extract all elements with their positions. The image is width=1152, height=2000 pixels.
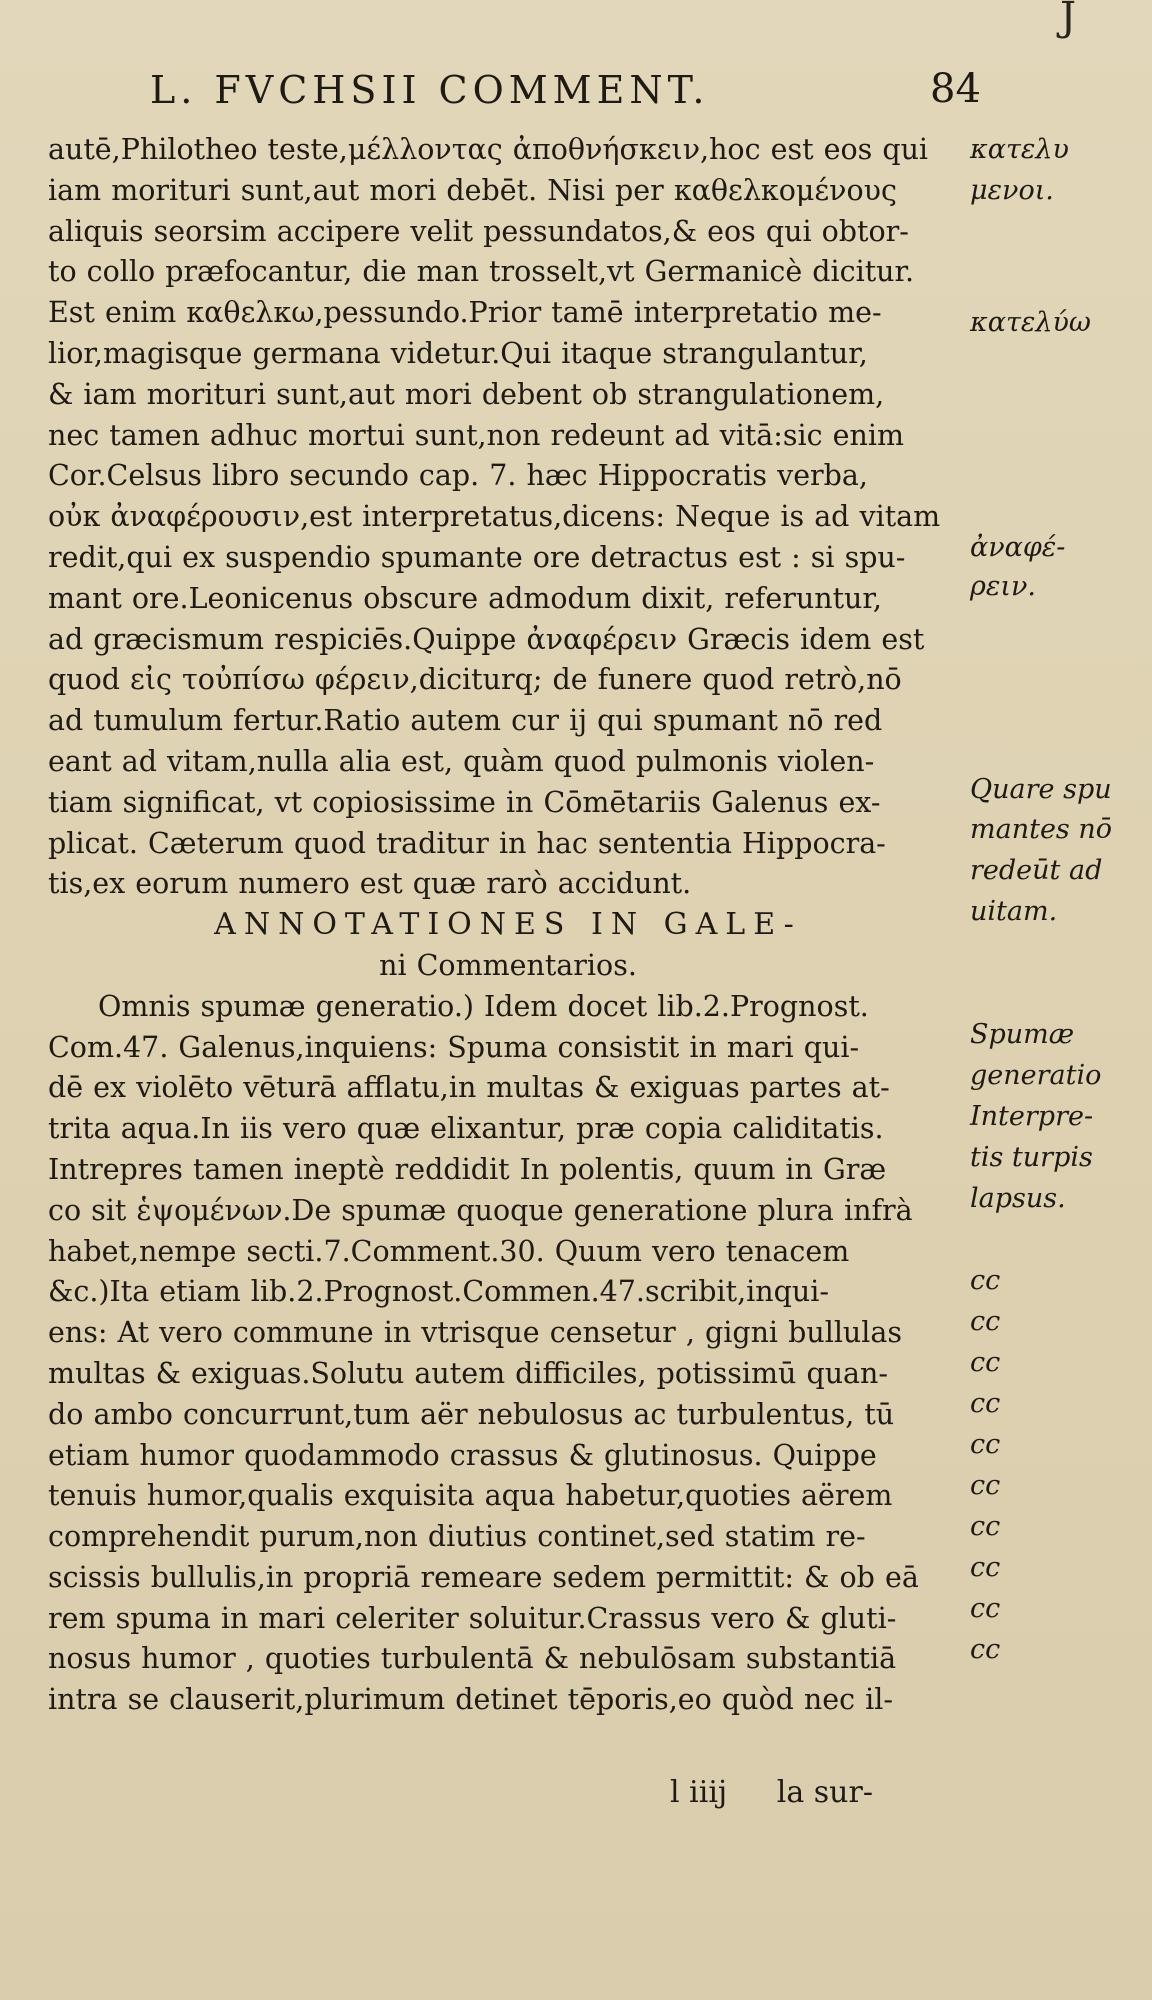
text-line: ad græcismum respiciēs.Quippe ἀναφέρειν Græcis idem est: [48, 622, 925, 656]
text-line: dē ex violēto vēturā afflatu,in multas & exiguas partes at-: [48, 1071, 890, 1105]
margin-note: μενοι.: [970, 175, 1054, 206]
signature-mark: l iiij: [670, 1775, 728, 1810]
text-line: nec tamen adhuc mortui sunt,non redeunt ad vitā:sic enim: [48, 418, 905, 452]
quote-mark: cc: [970, 1470, 1001, 1501]
quote-mark: cc: [970, 1593, 1001, 1624]
quote-mark: cc: [970, 1552, 1001, 1583]
text-line: nosus humor , quoties turbulentā & nebulōsam substantiā: [48, 1642, 897, 1676]
section-subtitle: ni Commentarios.: [379, 948, 637, 982]
text-line: Cor.Celsus libro secundo cap. 7. hæc Hippocratis verba,: [48, 459, 868, 493]
text-line: tis,ex eorum numero est quæ rarò accidunt.: [48, 867, 692, 901]
text-line: οὐκ ἀναφέρουσιν,est interpretatus,dicens: Neque is ad vitam: [48, 500, 941, 534]
text-line: intra se clauserit,plurimum detinet tēporis,eo quòd nec il-: [48, 1683, 894, 1717]
margin-note: redeūt ad: [970, 855, 1103, 886]
section-title: ANNOTATIONES IN GALE-: [214, 907, 802, 943]
quote-mark: cc: [970, 1429, 1001, 1460]
text-line: iam morituri sunt,aut mori debēt. Nisi per καθελκομένους: [48, 173, 897, 207]
folio-number: 84: [930, 66, 981, 112]
quote-mark: cc: [970, 1265, 1001, 1296]
text-line: etiam humor quodammodo crassus & glutinosus. Quippe: [48, 1438, 877, 1472]
text-line: do ambo concurrunt,tum aër nebulosus ac turbulentus, tū: [48, 1397, 895, 1431]
running-head: L. FVCHSII COMMENT.: [150, 68, 710, 112]
margin-note: tis turpis: [970, 1142, 1093, 1173]
text-line: tenuis humor,qualis exquisita aqua habetur,quoties aërem: [48, 1479, 893, 1513]
margin-note: ἀναφέ-: [970, 532, 1066, 563]
text-line: Com.47. Galenus,inquiens: Spuma consistit in mari qui-: [48, 1030, 860, 1064]
text-line: &c.)Ita etiam lib.2.Prognost.Commen.47.scribit,inqui-: [48, 1275, 829, 1309]
text-line: autē,Philotheo teste,μέλλοντας ἀποθνήσκειν,hoc est eos qui: [48, 133, 929, 166]
text-line: trita aqua.In iis vero quæ elixantur, præ copia caliditatis.: [48, 1112, 884, 1146]
text-line: ad tumulum fertur.Ratio autem cur ij qui spumant nō red: [48, 704, 883, 738]
text-line: eant ad vitam,nulla alia est, quàm quod pulmonis violen-: [48, 744, 875, 778]
text-line: scissis bullulis,in propriā remeare sedem permittit: & ob eā: [48, 1560, 919, 1594]
text-line: quod εἰς τοὐπίσω φέρειν,diciturq; de funere quod retrò,nō: [48, 663, 902, 697]
quote-mark: cc: [970, 1306, 1001, 1337]
quote-mark: cc: [970, 1634, 1001, 1665]
text-line: & iam morituri sunt,aut mori debent ob strangulationem,: [48, 377, 885, 411]
text-line: tiam significat, vt copiosissime in Cōmētariis Galenus ex-: [48, 785, 881, 819]
corner-mark: J: [1060, 0, 1077, 40]
text-line: co sit ἑψομένων.De spumæ quoque generatione plura infrà: [48, 1193, 913, 1227]
text-line: redit,qui ex suspendio spumante ore detractus est : si spu-: [48, 540, 906, 574]
margin-note: lapsus.: [970, 1183, 1066, 1214]
text-line: multas & exiguas.Solutu autem difficiles, potissimū quan-: [48, 1356, 889, 1390]
page-header: [150, 68, 980, 128]
text-line: comprehendit purum,non diutius continet,sed statim re-: [48, 1520, 866, 1554]
quote-mark: cc: [970, 1347, 1001, 1378]
margin-note: Quare spu: [970, 774, 1112, 805]
quote-mark: cc: [970, 1388, 1001, 1419]
margin-note: mantes nō: [970, 814, 1113, 845]
text-line: aliquis seorsim accipere velit pessundatos,& eos qui obtor-: [48, 214, 909, 248]
margin-note: uitam.: [970, 896, 1058, 927]
quote-mark: cc: [970, 1511, 1001, 1542]
page-footer: [670, 1775, 990, 1810]
text-line: rem spuma in mari celeriter soluitur.Crassus vero & gluti-: [48, 1601, 897, 1635]
text-line: Intrepres tamen ineptè reddidit In polentis, quum in Græ: [48, 1152, 887, 1186]
text-line: Est enim καθελκω,pessundo.Prior tamē interpretatio me-: [48, 296, 882, 330]
margin-note: generatio: [970, 1060, 1102, 1091]
margin-note: κατελύω: [970, 307, 1091, 338]
main-text: [48, 130, 968, 1721]
text-line: mant ore.Leonicenus obscure admodum dixit, referuntur,: [48, 581, 882, 615]
text-line: ens: At vero commune in vtrisque censetur , gigni bullulas: [48, 1316, 903, 1350]
margin-note: κατελυ: [970, 134, 1069, 165]
text-line: Omnis spumæ generatio.) Idem docet lib.2.Prognost.: [98, 989, 869, 1023]
margin-note: ρειν.: [970, 571, 1036, 602]
catchword: la sur-: [776, 1775, 873, 1810]
text-line: lior,magisque germana videtur.Qui itaque strangulantur,: [48, 336, 868, 370]
text-line: to collo præfocantur, die man trosselt,vt Germanicè dicitur.: [48, 255, 915, 289]
text-line: habet,nempe secti.7.Comment.30. Quum vero tenacem: [48, 1234, 850, 1268]
text-line: plicat. Cæterum quod traditur in hac sententia Hippocra-: [48, 826, 886, 860]
margin-note: Interpre-: [970, 1101, 1094, 1132]
margin-note: Spumæ: [970, 1019, 1075, 1050]
